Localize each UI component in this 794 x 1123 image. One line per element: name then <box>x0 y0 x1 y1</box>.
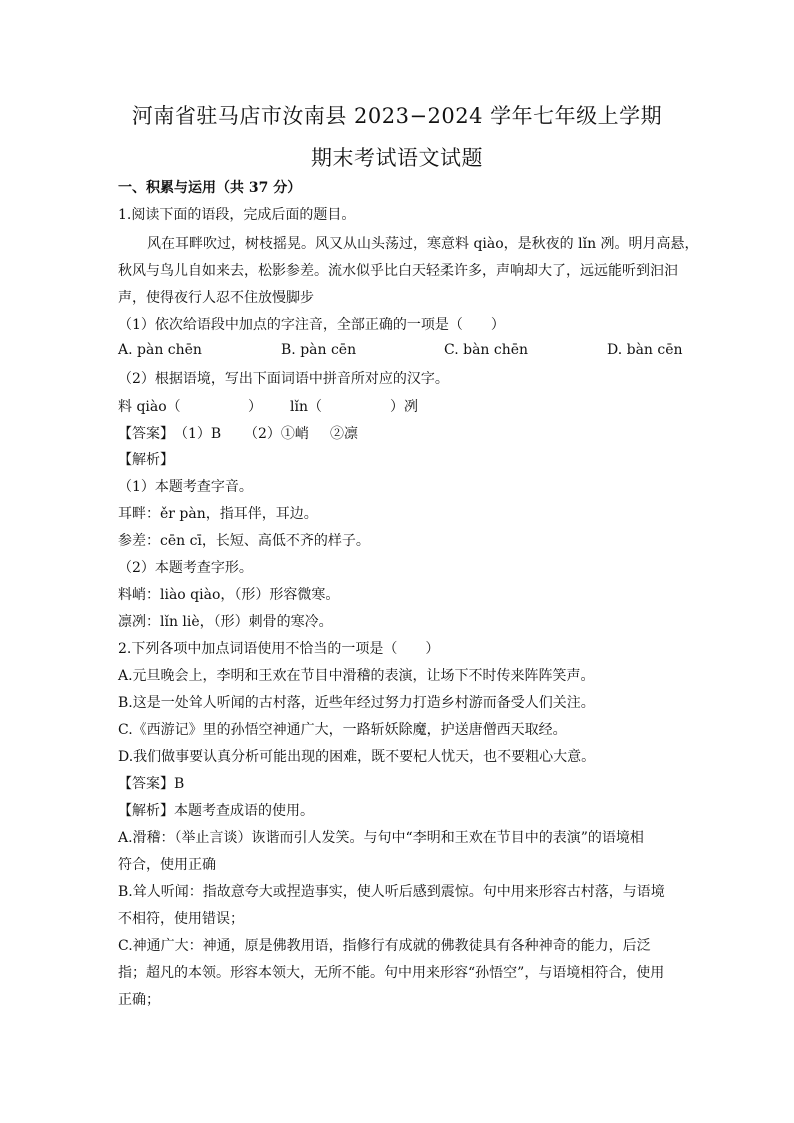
answer-1: （1）B <box>174 426 222 442</box>
q2-analysis-line: C.神通广大：神通，原是佛教用语，指修行有成就的佛教徒具有各种神奇的能力，后泛 <box>118 938 651 954</box>
fill-blank-2-close: ）冽 <box>390 399 418 415</box>
analysis-label: 【解析】 <box>118 452 174 468</box>
fill-blank-2-label: lǐn（ <box>290 399 322 415</box>
q2-analysis-line: 符合，使用正确 <box>118 857 216 873</box>
question-1-options <box>118 342 683 362</box>
analysis-line: （2）本题考查字形。 <box>118 560 253 576</box>
fill-blank-1-label: 料 qiào（ <box>118 399 181 415</box>
document-title-line2: 期末考试语文试题 <box>311 146 483 170</box>
question-2-option-b: B.这是一处耸人听闻的古村落，近些年经过努力打造乡村游而备受人们关注。 <box>118 695 595 711</box>
q2-analysis-line: 不相符，使用错误； <box>118 911 244 927</box>
q2-analysis-line: B.耸人听闻：指故意夸大或捏造事实，使人听后感到震惊。句中用来形容古村落，与语境 <box>118 884 665 900</box>
answer-2: （2）①峭 <box>244 426 309 442</box>
q2-analysis-line: A.滑稽：（举止言谈）诙谐而引人发笑。与句中“李明和王欢在节目中的表演”的语境相 <box>118 830 644 846</box>
q2-analysis-line: 指；超凡的本领。形容本领大，无所不能。句中用来形容“孙悟空”，与语境相符合，使用 <box>118 965 665 981</box>
fill-blank-1-close: ） <box>248 399 262 415</box>
option-d: D. bàn cēn <box>607 342 683 358</box>
passage-line-2: 秋风与鸟儿自如来去，松影参差。流水似乎比白天轻柔许多，声响却大了，远远能听到汩汩 <box>118 263 678 279</box>
question-1-sub2: （2）根据语境，写出下面词语中拼音所对应的汉字。 <box>118 371 449 387</box>
option-b: B. pàn cēn <box>281 342 357 358</box>
question-2-prompt: 2.下列各项中加点词语使用不恰当的一项是（ ） <box>118 641 440 657</box>
analysis-line: 参差：cēn cī，长短、高低不齐的样子。 <box>118 533 370 549</box>
fill-blank-row <box>118 396 678 416</box>
analysis-line: 凛冽：lǐn liè，（形）刺骨的寒冷。 <box>118 614 333 630</box>
question-2-answer: 【答案】B <box>118 776 185 792</box>
option-c: C. bàn chēn <box>444 342 529 358</box>
question-1-prompt: 1.阅读下面的语段，完成后面的题目。 <box>118 207 356 223</box>
q2-analysis-line: 正确； <box>118 992 160 1008</box>
answer-label: 【答案】 <box>118 426 174 442</box>
question-1-sub1: （1）依次给语段中加点的字注音，全部正确的一项是（ ） <box>118 317 505 333</box>
question-2-option-d: D.我们做事要认真分析可能出现的困难，既不要杞人忧天，也不要粗心大意。 <box>118 749 596 765</box>
answer-row <box>118 423 678 443</box>
option-a: A. pàn chēn <box>118 342 202 358</box>
analysis-line: 耳畔：ěr pàn，指耳伴，耳边。 <box>118 506 318 522</box>
analysis-line: （1）本题考查字音。 <box>118 479 253 495</box>
question-2-option-c: C.《西游记》里的孙悟空神通广大，一路斩妖除魔，护送唐僧西天取经。 <box>118 722 567 738</box>
document-title-line1: 河南省驻马店市汝南县 2023−2024 学年七年级上学期 <box>131 104 663 128</box>
analysis-line: 料峭：liào qiào，（形）形容微寒。 <box>118 587 340 603</box>
question-2-option-a: A.元旦晚会上，李明和王欢在节目中滑稽的表演，让场下不时传来阵阵笑声。 <box>118 668 595 684</box>
answer-3: ②凛 <box>330 426 358 442</box>
passage-line-3: 声，使得夜行人忍不住放慢脚步 <box>118 290 314 306</box>
passage-line-1: 风在耳畔吹过，树枝摇晃。风又从山头荡过，寒意料 qiào，是秋夜的 lǐn 冽。明月高悬， <box>147 236 699 252</box>
section-heading: 一、积累与运用（共 37 分） <box>118 180 302 196</box>
q2-analysis-line: 【解析】本题考查成语的使用。 <box>118 803 314 819</box>
